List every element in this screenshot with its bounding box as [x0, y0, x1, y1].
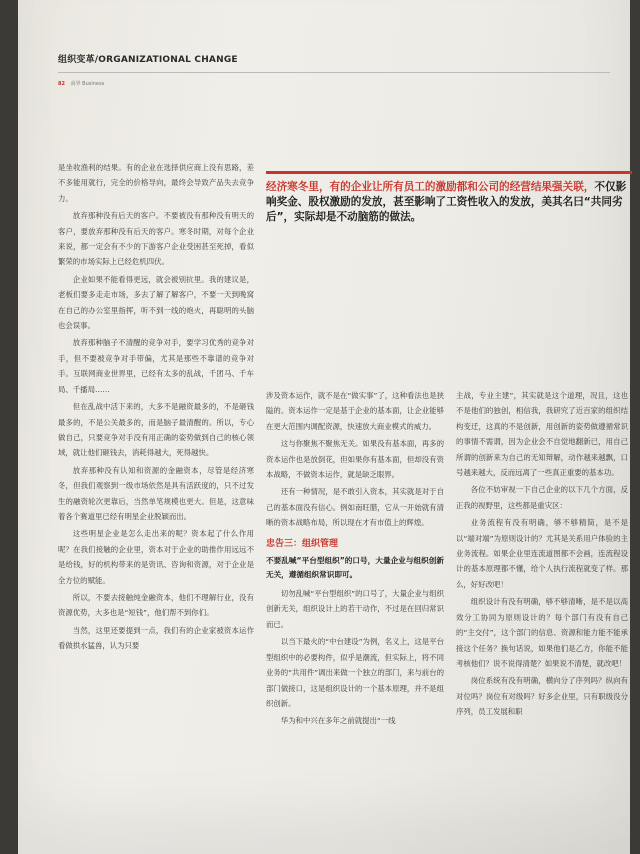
paragraph: 企业如果不能看得更远，就会被别抗里。我的建议是，老板们要多走走市场，多去了解了解客户，不要一天到晚窝在自己的办公室里指挥，听不到一线的炮火，再聪明的头脑也会误事。 — [58, 274, 254, 331]
paragraph: 但在乱战中活下来的，大多不是融资最多的，不是砸钱最多的，不是公关最多的，而是脑子最清醒的。所以，专心做自己，只要竞争对手没有用正确的姿势做到自己的核心领域，就让他们砸钱去，消耗得越大，死得越快。 — [58, 402, 254, 458]
paragraph: 组织设计有没有明确，够不够清晰，是不是以高效分工协同为原则设计的？每个部门有没有自己的“主交付”，这个部门的信息、资源和能力能不能承接这个任务？换句话说，如果他们是乙方，你能不能考核他们？说不说得清楚？如果说不清楚，就改吧！ — [456, 597, 628, 668]
column-3 — [456, 388, 628, 722]
magazine-page — [18, 0, 630, 854]
paragraph: 切勿乱喊“平台型组织”的口号了，大量企业与组织创新无关，组织设计上的若干动作，不过是在回归常识而已。 — [266, 589, 444, 629]
page-number: 82 — [58, 81, 65, 87]
pull-quote-highlight: 经济寒冬里，有的企业让所有员工的激励都和公司的经营结果强关联， — [266, 181, 595, 193]
pull-quote-text: 不仅影响奖金、股权激励的发放，甚至影响了工资性收入的发放，美其名曰“共同劣后”，实际却是不动脑筋的做法。 — [266, 181, 627, 223]
paragraph: 放弃那种没有后天的客户。不要被没有那种没有明天的客户，要放弃那种没有后天的客户。寒冬时期，对每个企业来说，都一定会有不少的下游客户企业受困甚至死掉，看似繁荣的市场实际上已经危机四伏。 — [58, 211, 254, 267]
paragraph: 以当下最火的“中台建设”为例，名义上，这是平台型组织中的必要构件，似乎是潮流，但实际上，将不同业务的“共用件”调出来做一个独立的部门，来与前台的部门做接口，这是组织设计的一个基本原理，并不是组织创新。 — [266, 637, 444, 708]
paragraph: 涉及资本运作，就不是在“做实事”了，这种看法也是狭隘的。资本运作一定是基于企业的基本面，让企业能够在更大范围内调配资源，快速放大商业模式的威力。 — [266, 391, 444, 431]
section-title: 忠告三：组织管理 — [266, 538, 339, 549]
paragraph: 业务流程有没有明确，够不够精简，是不是以“端对端”为原则设计的？尤其是关系用户体验的主业务流程。如果企业里连流道图都不会画，连流程设计的基本原理都不懂，给个人执行流程就变了样。那么，好好改吧！ — [456, 518, 628, 589]
column-1 — [58, 160, 254, 656]
paragraph: 放弃那种没有认知和资源的金融资本，尽管是经济寒冬，但我们观察到一级市场依然是具有活跃度的，只不过发生的融资轮次更靠后，当然单笔规模也更大。但是，这意味着各个赛道里已经有明星企业脱颖而出。 — [58, 465, 254, 521]
paragraph: 这些明星企业是怎么走出来的呢？资本起了什么作用呢？在我们接触的企业里，资本对于企业的助推作用远远不是给钱，好的机构带来的是资讯、咨询和资源，对于企业是全方位的赋能。 — [58, 529, 254, 585]
paragraph: 主战，专业主建”，其实就是这个道理，况且，这也不是他们的独创，相信我，我研究了近百家的组织结构变迁，这真的不是创新，用创新的姿势做遵循常识的事情不需谓，因为企业会不自觉地翻新已，用自己所谓的创新来为自己的无知辩解，动作越来越飘，口号越来越大，反而远离了一些真正重要的基本功。 — [456, 391, 628, 478]
pull-quote — [266, 171, 632, 225]
column-2 — [266, 388, 444, 731]
header-rule — [58, 72, 610, 73]
paragraph: 各位不妨审视一下自己企业的以下几个方面，反正我的视野里，这些都是重灾区： — [456, 485, 628, 510]
paragraph: 岗位系统有没有明确，横向分了序列吗？纵向有对位吗？岗位有对级吗？好多企业里，只有职级没分序列，员工发展和职 — [456, 676, 628, 717]
paragraph: 还有一种情况，是不敢引入资本，其实就是对于自己的基本面没有信心。例如南旺腊，它从一开始就有清晰的资本战略布局，所以现在才有市值上的辉煌。 — [266, 487, 444, 528]
paragraph: 所以，不要去接触纯金融资本，他们不理解行业，没有资源优势，大多也是“短钱”，他们帮不到你们。 — [58, 592, 254, 618]
paragraph: 当然，这里还要提到一点，我们有的企业家被资本运作看做拱水猛兽，认为只要 — [58, 625, 254, 651]
paragraph: 放弃那种脑子不清醒的竞争对手，要学习优秀的竞争对手，但不要被竞争对手带偏，尤其是那些不靠谱的竞争对手。互联网商业世界里，已经有太多的乱战，千团马、千车局、千播局…… — [58, 338, 254, 394]
paragraph: 是坐收渔利的结果。有的企业在选择供应商上没有思路，差不多能用就行，完全的价格导向，最终会导致产品失去竞争力。 — [58, 163, 254, 203]
section-subtitle: 不要乱喊“平台型组织”的口号，大量企业与组织创新无关，遵循组织常识即可。 — [266, 556, 444, 580]
page-subheader — [58, 80, 104, 87]
page-header: 组织变革/ORGANIZATIONAL CHANGE — [58, 55, 238, 65]
section-label: 商界 Business — [70, 81, 105, 87]
paragraph: 华为和中兴在多年之前就提出“一线 — [280, 716, 396, 726]
paragraph: 这与你聚焦不聚焦无关。如果没有基本面，再多的资本运作也是放倒花，但如果你有基本面，但却没有资本战略，不做资本运作，就是缺乏眼界。 — [266, 439, 444, 480]
